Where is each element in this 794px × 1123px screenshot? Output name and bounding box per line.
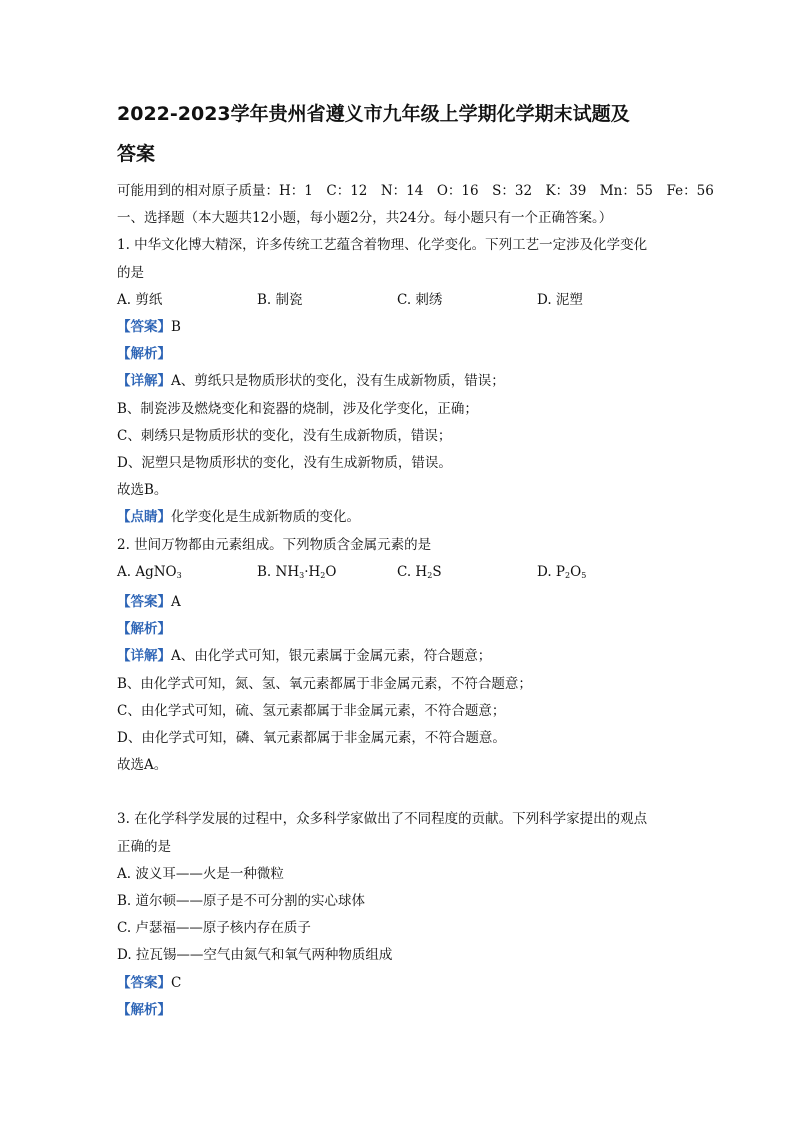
question-2-analysis	[117, 616, 677, 643]
formula-part: B. NH	[257, 563, 300, 580]
section-heading: 一、选择题（本大题共12小题，每小题2分，共24分。每小题只有一个正确答案。）	[117, 210, 613, 227]
analysis-tag: 【解析】	[117, 346, 171, 363]
question-2-detail-a	[117, 643, 677, 670]
question-1	[117, 232, 677, 531]
question-3-analysis	[117, 997, 677, 1024]
formula-subscript: 3	[176, 570, 182, 580]
question-2-option-c	[397, 559, 537, 589]
question-1-option-c: C. 刺绣	[397, 291, 443, 308]
question-1-options	[117, 287, 677, 314]
answer-tag: 【答案】	[117, 319, 171, 336]
formula-subscript: 3	[299, 570, 305, 580]
formula-part: ·H	[304, 563, 321, 580]
detail-tag: 【详解】	[117, 373, 171, 390]
question-1-detail-a	[117, 368, 677, 395]
title-line-1: 2022-2023学年贵州省遵义市九年级上学期化学期末试题及	[117, 103, 630, 125]
question-1-option-a: A. 剪纸	[117, 291, 163, 308]
question-3-stem-line-1: 3. 在化学科学发展的过程中，众多科学家做出了不同程度的贡献。下列科学家提出的观点	[117, 811, 648, 828]
question-2-conclusion: 故选A。	[117, 757, 168, 774]
question-2-answer	[117, 589, 677, 616]
question-1-detail-c: C、刺绣只是物质形状的变化，没有生成新物质，错误；	[117, 427, 452, 444]
document-title	[117, 94, 677, 174]
question-1-stem-line-1: 1. 中华文化博大精深，许多传统工艺蕴含着物理、化学变化。下列工艺一定涉及化学变化	[117, 237, 648, 254]
question-2-option-b	[257, 559, 397, 589]
answer-value: A	[171, 594, 181, 611]
question-2-detail-d: D、由化学式可知，磷、氧元素都属于非金属元素，不符合题意。	[117, 730, 506, 747]
question-2-options	[117, 559, 677, 589]
formula-subscript: 5	[581, 570, 587, 580]
detail-tag: 【详解】	[117, 648, 171, 665]
document-page	[117, 94, 714, 1024]
question-1-detail-b: B、制瓷涉及燃烧变化和瓷器的烧制，涉及化学变化，正确；	[117, 400, 478, 417]
answer-tag: 【答案】	[117, 974, 171, 991]
question-3-option-c: C. 卢瑟福——原子核内存在质子	[117, 920, 311, 937]
question-3-answer	[117, 970, 677, 997]
title-line-2: 答案	[117, 143, 156, 165]
question-1-option-d: D. 泥塑	[537, 291, 583, 308]
formula-part: S	[432, 563, 442, 580]
detail-text: A、剪纸只是物质形状的变化，没有生成新物质，错误；	[171, 373, 505, 390]
question-3-stem-line-2: 正确的是	[117, 838, 171, 855]
question-2-stem: 2. 世间万物都由元素组成。下列物质含金属元素的是	[117, 536, 432, 553]
question-1-tip	[117, 504, 677, 531]
question-1-detail-d: D、泥塑只是物质形状的变化，没有生成新物质，错误。	[117, 455, 452, 472]
formula-part: A. AgNO	[117, 563, 177, 580]
atomic-masses: 可能用到的相对原子质量：H：1 C：12 N：14 O：16 S：32 K：39 Mn：55 Fe：56	[117, 183, 714, 199]
question-1-stem-line-2: 的是	[117, 264, 144, 281]
formula-subscript: 2	[427, 570, 433, 580]
question-2-detail-b: B、由化学式可知，氮、氢、氧元素都属于非金属元素，不符合题意；	[117, 675, 532, 692]
formula-part: O	[570, 563, 582, 580]
question-2-detail-c: C、由化学式可知，硫、氢元素都属于非金属元素，不符合题意；	[117, 702, 506, 719]
formula-part: C. H	[397, 563, 428, 580]
formula-part: O	[325, 563, 337, 580]
question-3	[117, 806, 677, 1024]
spacer	[117, 779, 677, 806]
answer-tag: 【答案】	[117, 594, 171, 611]
question-1-conclusion: 故选B。	[117, 482, 168, 499]
formula-part: D. P	[537, 563, 566, 580]
question-3-option-d: D. 拉瓦锡——空气由氮气和氧气两种物质组成	[117, 947, 393, 964]
tip-tag: 【点睛】	[117, 509, 171, 526]
question-3-option-b: B. 道尔顿——原子是不可分割的实心球体	[117, 893, 366, 910]
formula-subscript: 2	[320, 570, 326, 580]
question-2-option-a	[117, 559, 257, 589]
analysis-tag: 【解析】	[117, 621, 171, 638]
question-2	[117, 532, 677, 780]
analysis-tag: 【解析】	[117, 1001, 171, 1018]
question-2-option-d	[537, 559, 677, 589]
question-1-answer	[117, 314, 677, 341]
question-1-option-b: B. 制瓷	[257, 291, 303, 308]
detail-text: A、由化学式可知，银元素属于金属元素，符合题意；	[171, 648, 492, 665]
question-1-analysis	[117, 341, 677, 368]
answer-value: B	[171, 319, 181, 336]
tip-text: 化学变化是生成新物质的变化。	[171, 509, 360, 526]
answer-value: C	[171, 974, 182, 991]
question-3-option-a: A. 波义耳——火是一种微粒	[117, 865, 284, 882]
formula-subscript: 2	[565, 570, 571, 580]
